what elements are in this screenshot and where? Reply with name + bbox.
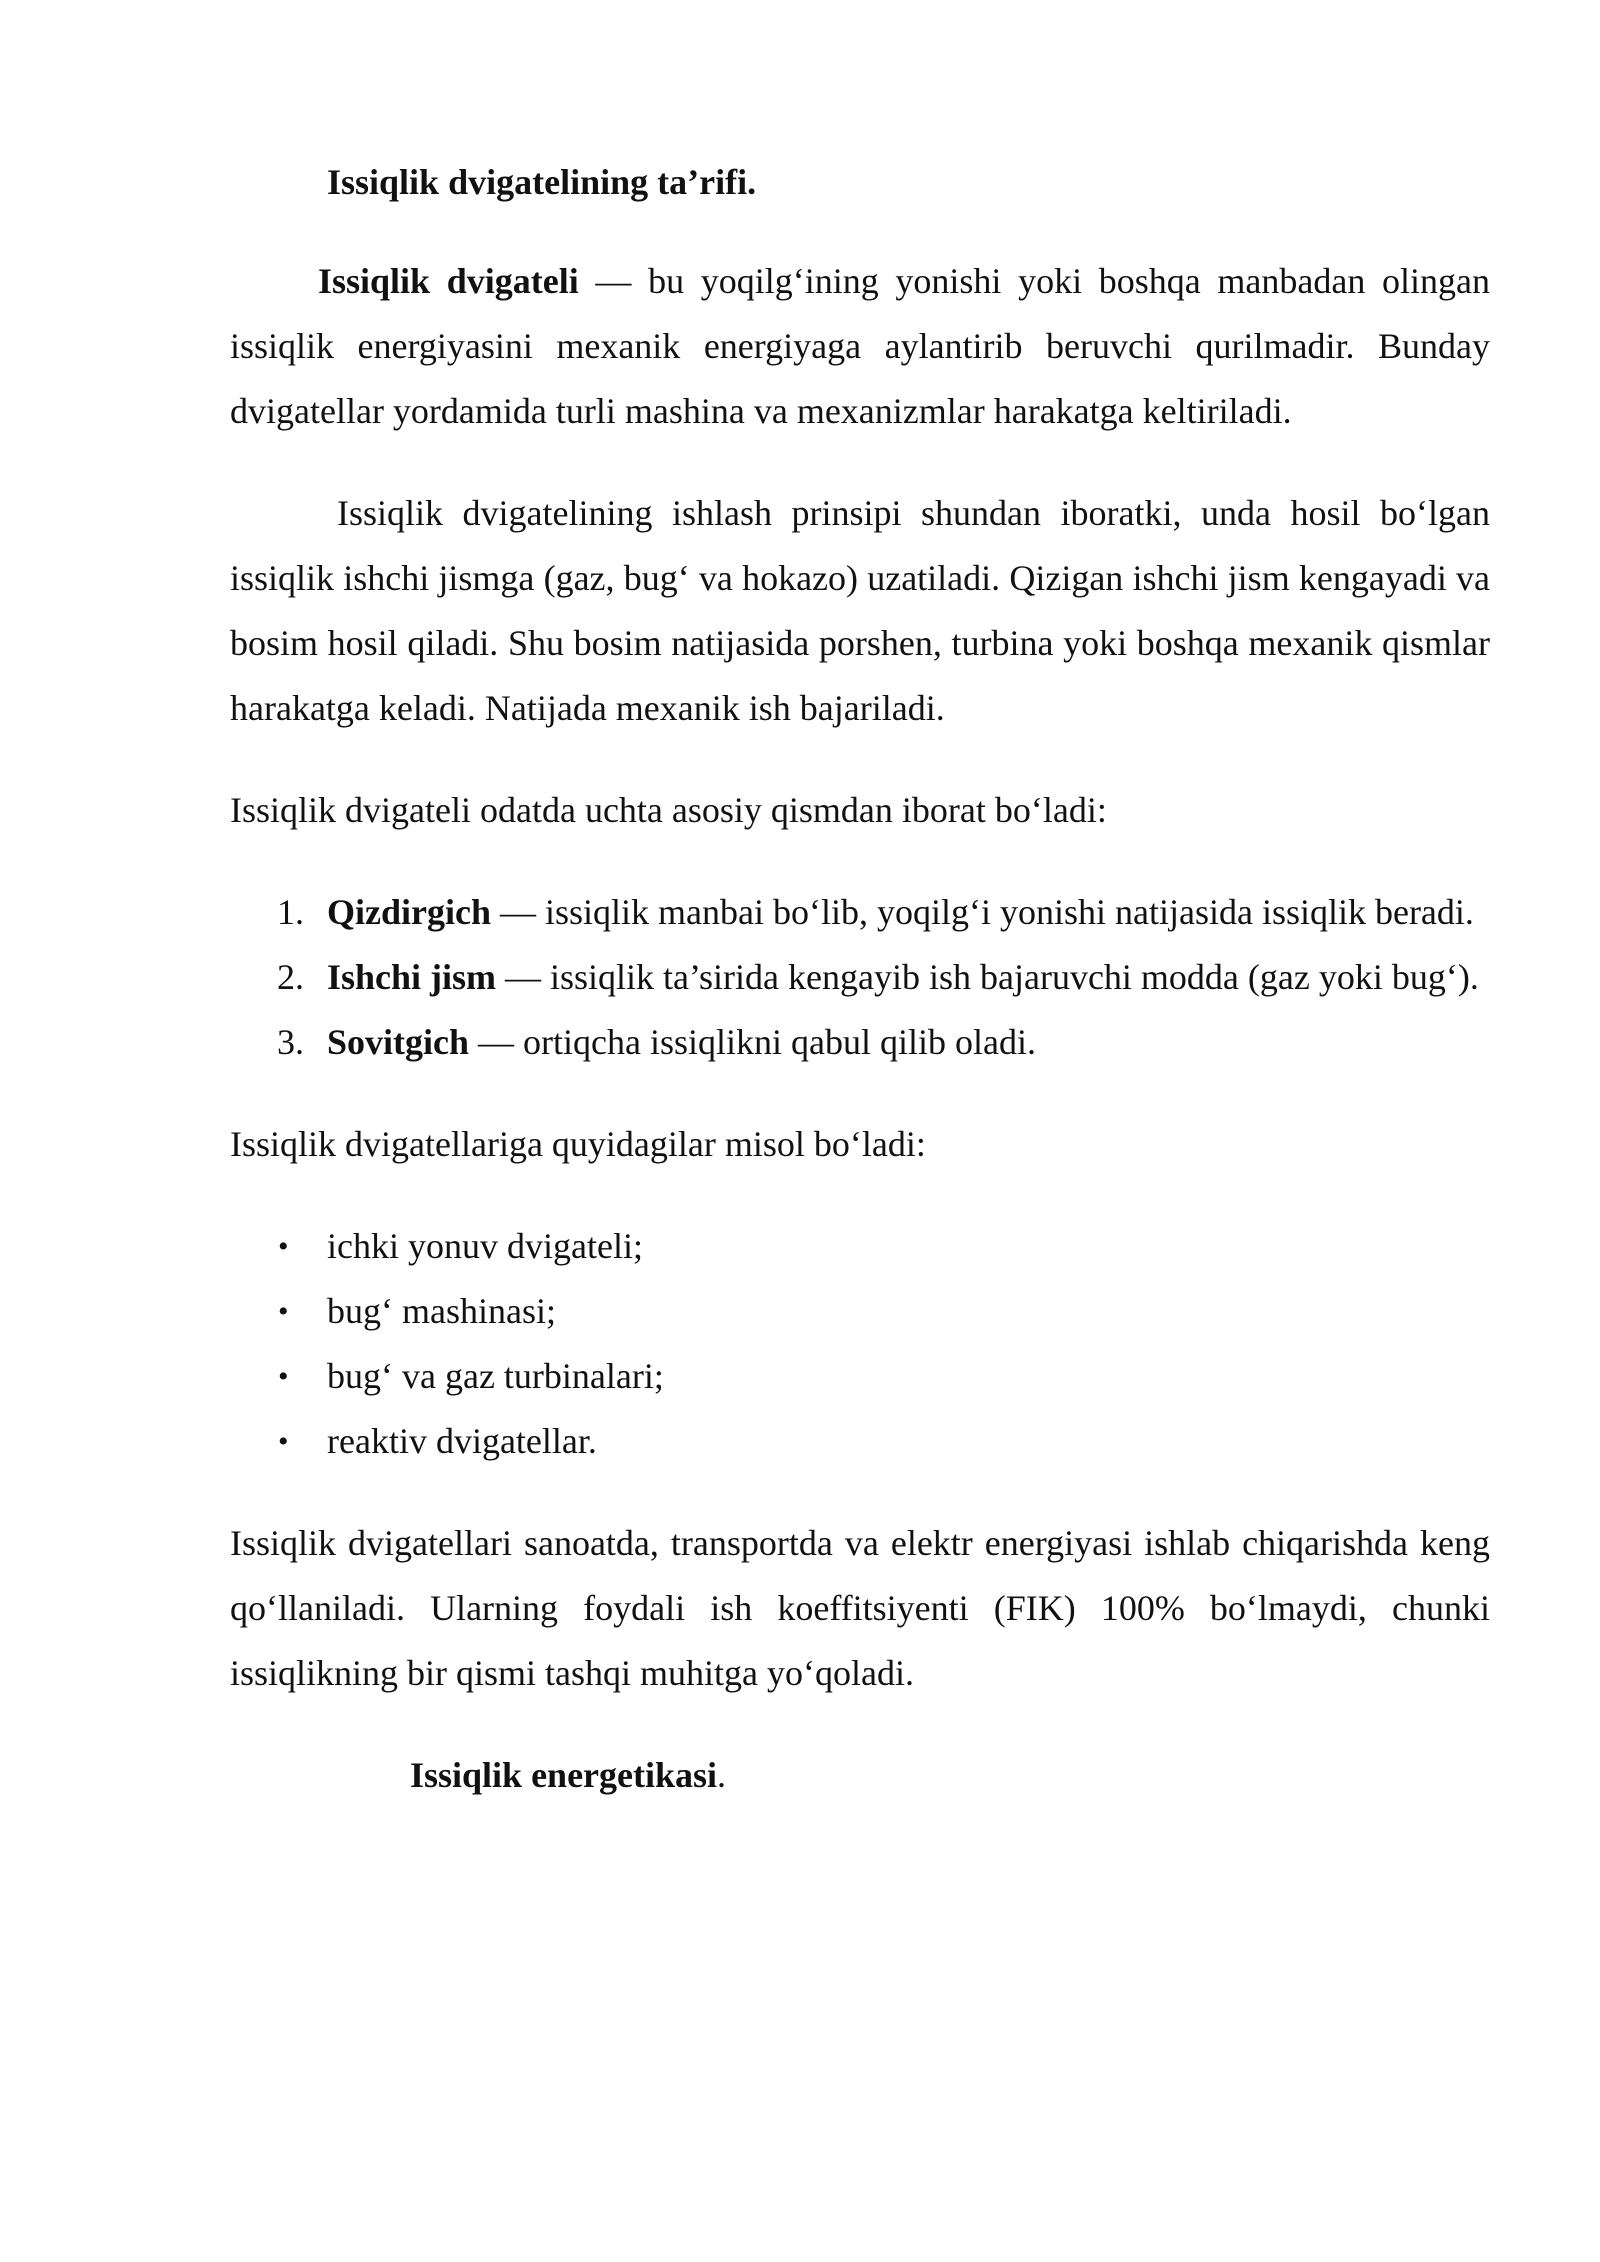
list-item-term: Sovitgich — [327, 1022, 470, 1062]
bullet-icon: • — [278, 1295, 289, 1328]
list-item-text: bug‘ mashinasi; — [327, 1291, 556, 1331]
next-section-title-suffix: . — [717, 1755, 727, 1795]
list-item — [230, 880, 1490, 945]
list-item-term: Ishchi jism — [327, 957, 497, 997]
list-item-number: 3. — [277, 1022, 304, 1062]
list-item-text: ichki yonuv dvigateli; — [327, 1226, 643, 1266]
list-item-number: 2. — [277, 957, 304, 997]
list-item-text: reaktiv dvigatellar. — [327, 1421, 597, 1461]
principle-paragraph: Issiqlik dvigatelining ishlash prinsipi shundan iboratki, unda hosil bo‘lgan issiqlik ishchi jismga (gaz, bug‘ va hokazo) uzatiladi. Qizigan ishchi jism kengayadi va bosim hosil qiladi. Shu bosim natijasida porshen, turbina yoki boshqa mexanik qismlar harakatga keladi. Natijada mexanik ish bajariladi. — [230, 493, 1490, 728]
list-item-term: Qizdirgich — [327, 892, 491, 932]
examples-list — [230, 1214, 1490, 1474]
applications-paragraph: Issiqlik dvigatellari sanoatda, transportda va elektr energiyasi ishlab chiqarishda keng qo‘llaniladi. Ularning foydali ish koeffitsiyenti (FIK) 100% bo‘lmaydi, chunki issiqlikning bir qismi tashqi muhitga yo‘qoladi. — [230, 1523, 1490, 1693]
list-item — [230, 1409, 1490, 1474]
list-item-text: bug‘ va gaz turbinalari; — [327, 1356, 664, 1396]
definition-term: Issiqlik dvigateli — [318, 261, 579, 301]
bullet-icon: • — [278, 1425, 289, 1458]
list-item-text: — ortiqcha issiqlikni qabul qilib oladi. — [469, 1022, 1036, 1062]
list-item-text: — issiqlik ta’sirida kengayib ish bajaruvchi modda (gaz yoki bug‘). — [496, 957, 1479, 997]
next-section-title-text: Issiqlik energetikasi — [410, 1755, 718, 1795]
bullet-icon: • — [278, 1230, 289, 1263]
definition-paragraph — [230, 249, 1490, 444]
list-item — [230, 1010, 1490, 1075]
document-body — [230, 150, 1490, 1808]
list-item — [230, 1344, 1490, 1409]
list-item-text: — issiqlik manbai bo‘lib, yoqilg‘i yonishi natijasida issiqlik beradi. — [491, 892, 1474, 932]
definition-text: — bu yoqilg‘ining yonishi yoki boshqa manbadan olingan issiqlik energiyasini mexanik energiyaga aylantirib beruvchi qurilmadir. Bunday dvigatellar yordamida turli mashina va mexanizmlar harakatga keltiriladi. — [230, 261, 1491, 431]
list-item — [230, 1279, 1490, 1344]
bullet-icon: • — [278, 1360, 289, 1393]
section-title: Issiqlik dvigatelining ta’rifi. — [327, 162, 757, 202]
next-section-title — [230, 1743, 1490, 1808]
list-item-number: 1. — [277, 892, 304, 932]
list-item — [230, 945, 1490, 1010]
list-item — [230, 1214, 1490, 1279]
parts-list — [230, 880, 1490, 1075]
parts-intro: Issiqlik dvigateli odatda uchta asosiy qismdan iborat bo‘ladi: — [230, 790, 1107, 830]
examples-intro: Issiqlik dvigatellariga quyidagilar misol bo‘ladi: — [230, 1124, 926, 1164]
